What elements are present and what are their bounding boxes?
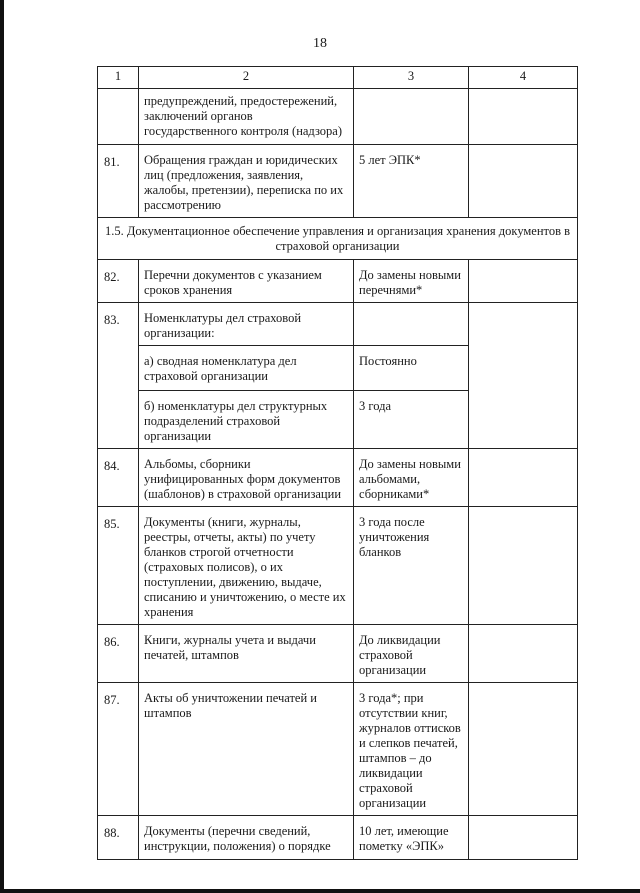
header-row — [98, 67, 578, 89]
document-type: Книги, журналы учета и выдачи печатей, штампов — [139, 625, 354, 683]
row-number: 84. — [98, 449, 139, 507]
notes — [469, 260, 578, 303]
document-type: Перечни документов с указанием сроков хранения — [139, 260, 354, 303]
notes — [469, 89, 578, 145]
section-heading: 1.5. Документационное обеспечение управления и организация хранения документов в страховой организации — [98, 218, 578, 260]
table-row — [98, 260, 578, 303]
retention-term: До замены новыми альбомами, сборниками* — [354, 449, 469, 507]
header-col-2: 2 — [139, 67, 354, 89]
document-type: Документы (книги, журналы, реестры, отчеты, акты) по учету бланков строгой отчетности (страховых полисов), о их поступлении, движению, выдаче, списанию и уничтожению, о месте их хранения — [139, 507, 354, 625]
notes — [469, 816, 578, 860]
row-number: 81. — [98, 145, 139, 218]
document-type: Акты об уничтожении печатей и штампов — [139, 683, 354, 816]
retention-term — [354, 303, 469, 346]
retention-term: 3 года после уничтожения бланков — [354, 507, 469, 625]
row-number: 82. — [98, 260, 139, 303]
retention-term: До замены новыми перечнями* — [354, 260, 469, 303]
retention-table — [97, 66, 578, 860]
notes — [469, 145, 578, 218]
row-number: 87. — [98, 683, 139, 816]
notes — [469, 507, 578, 625]
retention-term: 5 лет ЭПК* — [354, 145, 469, 218]
document-type: Обращения граждан и юридических лиц (предложения, заявления, жалобы, претензии), переписка по их рассмотрению — [139, 145, 354, 218]
retention-term: 3 года — [354, 391, 469, 449]
document-type: а) сводная номенклатура дел страховой организации — [139, 346, 354, 391]
retention-term: Постоянно — [354, 346, 469, 391]
section-row — [98, 218, 578, 260]
row-number: 85. — [98, 507, 139, 625]
table-row — [98, 89, 578, 145]
row-number: 86. — [98, 625, 139, 683]
header-col-1: 1 — [98, 67, 139, 89]
row-number: 83. — [98, 303, 139, 449]
document-type: Альбомы, сборники унифицированных форм документов (шаблонов) в страховой организации — [139, 449, 354, 507]
notes — [469, 683, 578, 816]
scan-border-bottom — [0, 889, 640, 893]
notes — [469, 625, 578, 683]
document-type: б) номенклатуры дел структурных подразделений страховой организации — [139, 391, 354, 449]
document-type: Номенклатуры дел страховой организации: — [139, 303, 354, 346]
row-number: 88. — [98, 816, 139, 860]
document-type: Документы (перечни сведений, инструкции, положения) о порядке — [139, 816, 354, 860]
table-row — [98, 683, 578, 816]
page-number: 18 — [313, 36, 327, 51]
row-number — [98, 89, 139, 145]
header-col-4: 4 — [469, 67, 578, 89]
notes — [469, 449, 578, 507]
table-row — [98, 303, 578, 346]
retention-term: 10 лет, имеющие пометку «ЭПК» — [354, 816, 469, 860]
notes — [469, 303, 578, 449]
table-row — [98, 145, 578, 218]
table-row — [98, 816, 578, 860]
table-row — [98, 625, 578, 683]
header-col-3: 3 — [354, 67, 469, 89]
table-row — [98, 507, 578, 625]
retention-term: До ликвидации страховой организации — [354, 625, 469, 683]
document-type: предупреждений, предостережений, заключений органов государственного контроля (надзора) — [139, 89, 354, 145]
table-row — [98, 449, 578, 507]
scan-border-left — [0, 0, 4, 893]
retention-term — [354, 89, 469, 145]
retention-term: 3 года*; при отсутствии книг, журналов оттисков и слепков печатей, штампов – до ликвидации страховой организации — [354, 683, 469, 816]
